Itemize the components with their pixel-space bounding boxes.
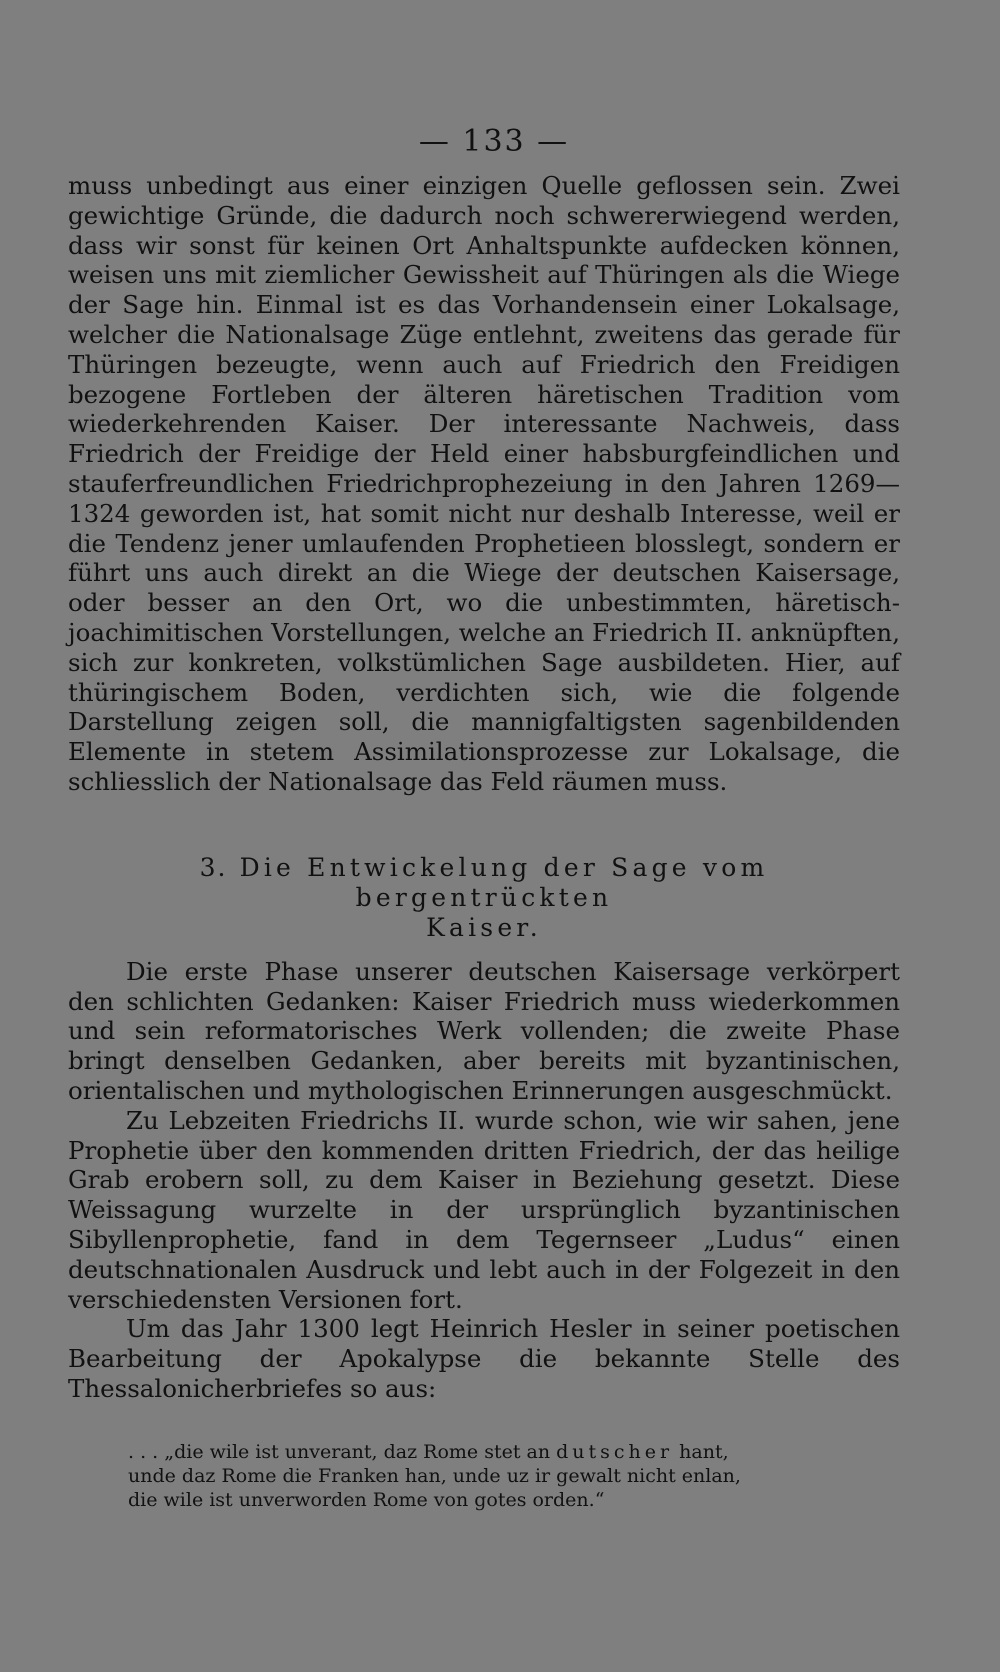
section-title-line-2: Kaiser.	[426, 912, 542, 942]
quote-line-1	[128, 1440, 900, 1464]
quote-line-1-start: . . . „die wile ist unverant, daz Rome stet an	[128, 1440, 557, 1463]
section-body	[68, 957, 900, 1404]
document-page	[68, 124, 900, 1512]
quote-line-3: die wile ist unverworden Rome von gotes orden.“	[128, 1488, 605, 1511]
section-title-line-1: Die Entwickelung der Sage vom bergentrückten	[239, 852, 769, 912]
paragraph-continuation: muss unbedingt aus einer einzigen Quelle geflossen sein. Zwei gewichtige Gründe, die dadurch noch schwererwiegend werden, dass wir sonst für keinen Ort Anhaltspunkte aufdecken können, weisen uns mit ziemlicher Gewissheit auf Thüringen als die Wiege der Sage hin. Einmal ist es das Vorhandensein einer Lokalsage, welcher die Nationalsage Züge entlehnt, zweitens das gerade für Thüringen bezeugte, wenn auch auf Friedrich den Freidigen bezogene Fortleben der älteren häretischen Tradition vom wiederkehrenden Kaiser. Der interessante Nachweis, dass Friedrich der Freidige der Held einer habsburgfeindlichen und stauferfreundlichen Friedrichprophezeiung in den Jahren 1269—1324 geworden ist, hat somit nicht nur deshalb Interesse, weil er die Tendenz jener umlaufenden Prophetieen blosslegt, sondern er führt uns auch direkt an die Wiege der deutschen Kaisersage, oder besser an den Ort, wo die unbestimmten, häretisch-joachimitischen Vorstellungen, welche an Friedrich II. anknüpften, sich zur konkreten, volkstümlichen Sage ausbildeten. Hier, auf thüringischem Boden, verdichten sich, wie die folgende Darstellung zeigen soll, die mannigfaltigsten sagenbildenden Elemente in stetem Assimilationsprozesse zur Lokalsage, die schliesslich der Nationalsage das Feld räumen muss.	[68, 171, 900, 796]
page-number: — 133 —	[418, 124, 570, 159]
paragraph-first-phase: Die erste Phase unserer deutschen Kaisersage verkörpert den schlichten Gedanken: Kaiser Friedrich muss wiederkommen und sein reformatorisches Werk vollenden; die zweite Phase bringt denselben Gedanken, aber bereits mit byzantinischen, orientalischen und mythologischen Erinnerungen ausgeschmückt.	[68, 956, 900, 1105]
quote-emphasis: dutscher	[556, 1440, 674, 1463]
section-number: 3.	[199, 852, 228, 882]
section-heading-line-1	[68, 853, 900, 913]
quote-line-2: unde daz Rome die Franken han, unde uz ir gewalt nicht enlan,	[128, 1464, 741, 1487]
paragraph-hesler: Um das Jahr 1300 legt Heinrich Hesler in seiner poetischen Bearbeitung der Apokalypse die bekannte Stelle des Thessalonicherbriefes so aus:	[68, 1314, 900, 1403]
verse-quotation	[128, 1440, 900, 1512]
paragraph-prophecy: Zu Lebzeiten Friedrichs II. wurde schon, wie wir sahen, jene Prophetie über den kommenden dritten Friedrich, der das heilige Grab erobern soll, zu dem Kaiser in Beziehung gesetzt. Diese Weissagung wurzelte in der ursprünglich byzantinischen Sibyllenprophetie, fand in dem Tegernseer „Ludus“ einen deutschnationalen Ausdruck und lebt auch in der Folgezeit in den verschiedensten Versionen fort.	[68, 1105, 900, 1314]
section-heading	[68, 853, 900, 943]
quote-line-1-end: hant,	[673, 1440, 729, 1463]
body-text	[68, 171, 900, 797]
